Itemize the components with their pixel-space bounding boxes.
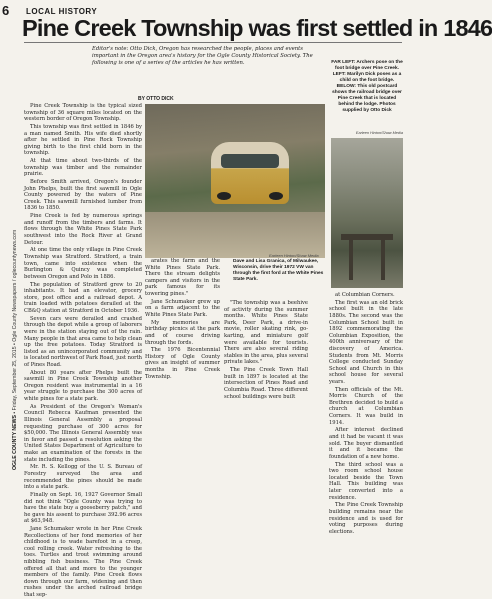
paragraph: After interest declined and it had be vacant it was sold. The buyer dismantled it and it became the foundation of a new home. xyxy=(329,427,403,460)
paragraph: As President of the Oregon's Woman's Council Rebecca Kaufman presented the Illinois General Assembly a proposal requesting purchase of 300 acres for $50,000. The Illinois General Assembly was in favor and passed a resolution asking the United States Department of Agriculture to make an examination of the forests in the state including the pines. xyxy=(24,403,142,463)
editors-note: Editor's note: Otto Dick, Oregon has researched the people, places and events important in the Oregon area's history for the Ogle County Historical Society. The following is one of a series of the articles he has written. xyxy=(92,46,313,66)
photo-caption: Dave and Lisa Granica, of Milwaukee, Wisconsin, drive their 1972 VW van through the first ford at the White Pines State Park. xyxy=(233,259,324,282)
bridge-photo-caption: FAR LEFT: Archers pose on the foot bridge over Pine Creek. LEFT: Marilyn Dick poses as a child on the foot bridge. BELOW: This old postcard shows the railroad bridge over Pine Creek that is located behind the lodge. Photos supplied by Otto Dick xyxy=(331,60,403,113)
paragraph: at Columbian Corners. xyxy=(335,292,395,298)
paragraph: The Pine Creek Township building remains near the residence and is used for voting purposes during elections. xyxy=(329,502,403,535)
bridge-photo xyxy=(331,138,403,288)
paragraph: At one time the only village in Pine Creek Township was Stratford. Stratford, a train town, came into existence when the Burlington & Quincy was completed between Oregon and Polo in 1886. xyxy=(24,247,142,280)
paragraph: My memories are birthday picnics at the park and of course driving through the fords. xyxy=(145,319,220,346)
page-number: 6 xyxy=(2,3,10,18)
article-column-2 xyxy=(145,258,220,475)
paragraph: Jane Schumaker grew up on a farm adjacent to the White Pines State Park. xyxy=(145,298,220,318)
paragraph: Pine Creek is fed by numerous springs and runoff from the timbers and farms. It flows through the White Pines State Park southwest into the Rock River at Grand Detour. xyxy=(24,213,142,246)
photo-road xyxy=(145,212,325,258)
paragraph: About 80 years after Phelps built the sawmill in Pine Creek Township another Oregon resident was instrumental in a 16 year struggle to purchase the 300 acres of white pines for a state park. xyxy=(24,369,142,403)
folio-date: Friday, September 25, 2015 xyxy=(12,346,18,411)
paragraph: Finally on Sept. 16, 1927 Governor Small did not think "Ogle County was trying to have the state buy a gooseberry patch," and he gave his assent to purchase 392.96 acres at $63,948. xyxy=(24,491,142,525)
photo-credit: Earleen Hinton/Shaw Media xyxy=(269,253,319,258)
bridge-posts xyxy=(349,240,353,280)
vw-van-image xyxy=(211,142,289,204)
article-column-1 xyxy=(24,103,142,598)
page-sidebar xyxy=(0,0,18,480)
article-column-3 xyxy=(224,300,308,483)
paragraph: Then officials of the Mt. Morris Church of the Brethren decided to build a church at Columbian Corners. It was build in 1914. xyxy=(329,386,403,426)
paragraph: The Pine Creek Town Hall built in 1897 is located at the intersection of Pines Road and Columbia Road. Three different school buildings were built xyxy=(224,367,308,400)
van-ford-photo xyxy=(145,104,325,258)
headline-rule xyxy=(24,42,402,43)
folio-web: Ogle County Newspapers / oglecountynews.com xyxy=(12,229,18,342)
byline: BY OTTO DICK xyxy=(138,96,174,102)
paragraph: The 1976 Bicentennial History of Ogle County gives an insight of summer months in Pine Creek Township. xyxy=(145,347,220,380)
paragraph: The third school was a two room school house located beside the Town Hall. This building was later converted into a residence. xyxy=(329,461,403,501)
paragraph: Before Smith arrived, Oregon's founder John Phelps, built the first sawmill in Ogle County powered by the waters of Pine Creek. This sawmill furnished lumber from 1836 to 1850. xyxy=(24,179,142,212)
paragraph: This township was first settled in 1846 by a man named Smith. His wife died shortly after he settled in Pine Rock Township giving birth to the first child born in the township. xyxy=(24,123,142,157)
paragraph: Pine Creek Township is the typical sized township of 36 square miles located on the western border of Oregon Township. xyxy=(24,103,142,123)
paragraph: Seven cars were derailed and crashed through the depot while a group of laborers were in the station staying out of the rain. Many people in that area came to help clean up the free potatoes. Today Stratford is listed as an unincorporated community and is located northwest of Park Road, just north of Pines Road. xyxy=(24,315,142,368)
paragraph: arates the farm and the White Pines State Park. There the stream delights campers and visitors in the park famous for its towering pines." xyxy=(145,258,220,297)
paragraph: At that time about two-thirds of the township was timber and the remainder prairie. xyxy=(24,158,142,178)
paragraph: The population of Stratford grew to 20 inhabitants. It had an elevator, grocery store, post office and a railroad depot. A train loaded with potatoes derailed at the CB&Q station at Stratford in October 1936. xyxy=(24,281,142,314)
article-column-4 xyxy=(329,292,403,535)
headline: Pine Creek Township was first settled in 1846 xyxy=(22,15,492,41)
bridge-photo-credit: Earleen Hinton/Shaw Media xyxy=(355,131,403,135)
paragraph: Jane Schumaker wrote in her Pine Creek Recollections of her fond memories of her childhood is to wade barefoot in a creep, cool rolling creek. Water refreshing to the toes. Turtles and trout swimming around nibbling fish business. The Pine Creek offered all that and more to the younger members of the family. Pine Creek flows down through our farm, widening and then rushes under the arched railroad bridge that sep- xyxy=(24,526,142,598)
paragraph: The first was an old brick school built in the late 1880s. The second was the Columbian School built in 1892 commemorating the Columbian Exposition, the 400th anniversary of the discovery of America. Students from Mt. Morris College conducted Sunday School and Church in this school house for several years. xyxy=(329,299,403,385)
folio-name: OGLE COUNTY NEWS xyxy=(12,415,18,470)
section-label: LOCAL HISTORY xyxy=(26,7,98,16)
side-folio: OGLE COUNTY NEWS • Friday, September 25, 2015 • Ogle County Newspapers / oglecountynews.com xyxy=(12,229,18,470)
paragraph: Mr. R. S. Kellogg of the U. S. Bureau of Forestry surveyed the area and recommended the pines should be made into a state park. xyxy=(24,464,142,491)
paragraph: "The township was a beehive of activity during the summer months. White Pines State Park, Deer Park, a drive-in movie, roller skating rink, go-karting, and miniature golf were available for tourists. There are also several riding stables in the area, plus several private lakes." xyxy=(224,300,308,366)
